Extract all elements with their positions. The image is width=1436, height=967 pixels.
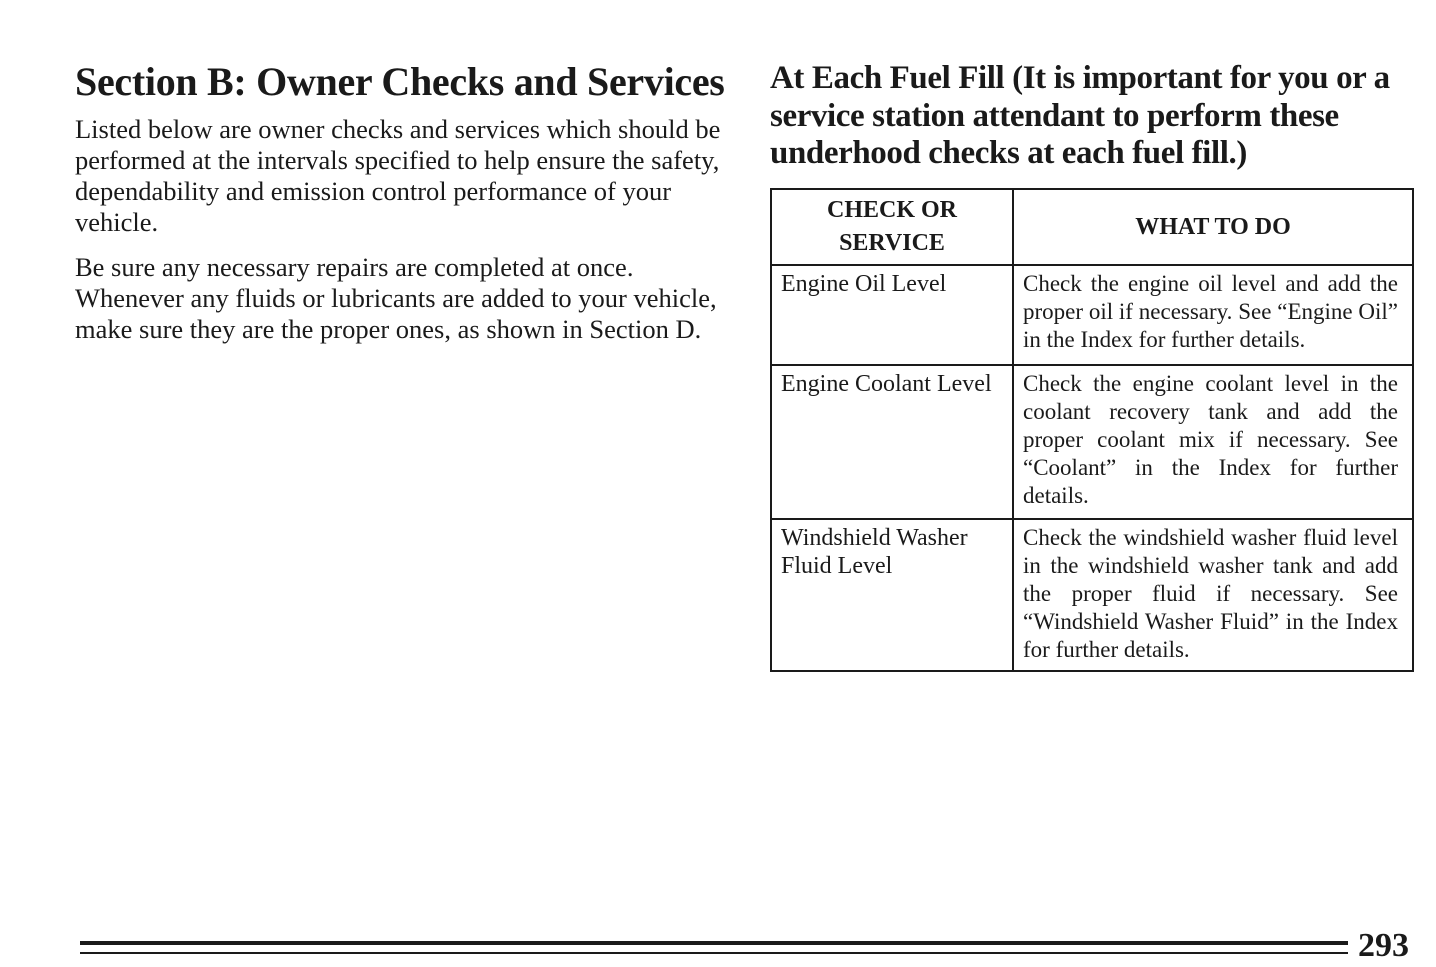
header-what-to-do: WHAT TO DO <box>1013 189 1413 265</box>
owner-checks-table <box>770 188 1414 672</box>
left-column <box>75 60 725 345</box>
table-row <box>771 265 1413 365</box>
what-to-do-cell: Check the engine oil level and add the proper oil if necessary. See “Engine Oil” in the Index for further details. <box>1013 265 1413 365</box>
right-column <box>770 60 1415 173</box>
intro-paragraph: Listed below are owner checks and services which should be performed at the intervals specified to help ensure the safety, dependability and emission control performance of your vehicle. <box>75 114 721 237</box>
table-row <box>771 519 1413 671</box>
footer-rule-thin <box>80 952 1348 954</box>
fuel-fill-heading: At Each Fuel Fill (It is important for you or a service station attendant to perform these underhood checks at each fuel fill.) <box>770 60 1390 171</box>
what-to-do-cell: Check the engine coolant level in the coolant recovery tank and add the proper coolant mix if necessary. See “Coolant” in the Index for further details. <box>1013 365 1413 519</box>
check-cell: Windshield Washer Fluid Level <box>771 519 1013 671</box>
repairs-paragraph: Be sure any necessary repairs are completed at once. Whenever any fluids or lubricants are added to your vehicle, make sure they are the proper ones, as shown in Section D. <box>75 252 717 344</box>
section-title: Section B: Owner Checks and Services <box>75 59 725 104</box>
table-header-row <box>771 189 1413 265</box>
page-number: 293 <box>1358 927 1409 964</box>
check-cell: Engine Coolant Level <box>771 365 1013 519</box>
footer-rule-thick <box>80 941 1348 945</box>
what-to-do-cell: Check the windshield washer fluid level in the windshield washer tank and add the proper fluid if necessary. See “Windshield Washer Fluid” in the Index for further details. <box>1013 519 1413 671</box>
header-check-or-service: CHECK OR SERVICE <box>771 189 1013 265</box>
table-row <box>771 365 1413 519</box>
check-cell: Engine Oil Level <box>771 265 1013 365</box>
